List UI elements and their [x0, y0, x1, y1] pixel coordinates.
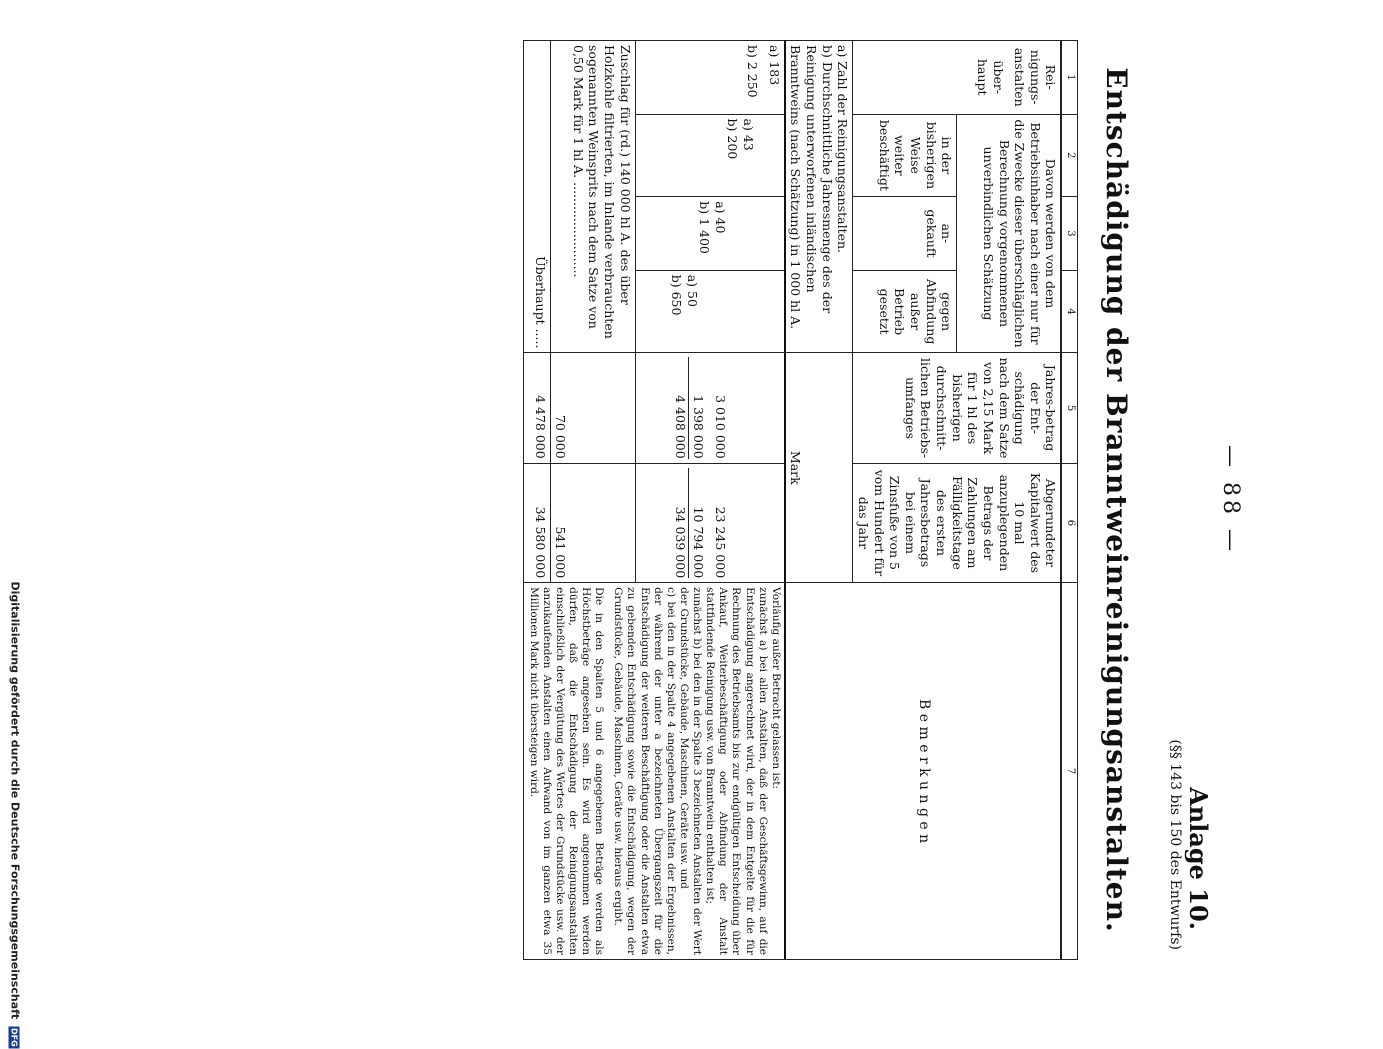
col1-b: b) 2 250 [745, 45, 761, 98]
col2-4-header: Davon werden von dem Betriebsinhaber nach einer nur für die Zwecke dieser überschläglichen Berechnung vorgenommenen unverbindlichen Schätzung [957, 114, 1062, 353]
remarks-third: c) bei den in der Spalte 4 angegebenen Anstalten der Ergebnissen, der während der unter a bezeichneten Übergangszeit für die Entschädigung der weiteren Beschäftigung oder die Anstalten etwa zu gebenden Entschädigung sowie die Entschädigung, wegen der Grundstücke, Gebäude, Maschinen, Geräte usw. hieraus ergibt. [612, 587, 677, 955]
col2-a: a) 43 [740, 118, 756, 151]
col2-header: in der bisherigen Weise weiter beschäftigt [853, 114, 957, 197]
paragraph-reference: (§§ 143 bis 150 des Entwurfs) [1167, 739, 1183, 950]
remarks-column [524, 583, 785, 960]
zuschlag-col5: 70 000 [550, 353, 635, 463]
col5-value: 4 408 000 [672, 357, 689, 458]
column-number: 1 [1062, 41, 1078, 115]
column-number-row [1062, 41, 1078, 960]
row-b-label: b) Durchschnittliche Jahresmenge des der Reinigung unterworfenen inländischen Branntweins (nach Schätzung) in 1 000 hl A. [788, 45, 835, 330]
total-label: Überhaupt ..... [524, 41, 550, 353]
zuschlag-col6: 541 000 [550, 463, 635, 582]
col6-values [635, 463, 785, 582]
remarks-fourth: Die in den Spalten 5 und 6 angegebenen Beträge werden als Höchstbeträge angesehen sein. Es wird angenommen werden dürfen, daß die Entschädigung der Reinigungsanstalten einschließlich der Vergütung des Wertes der Grundstücke usw. der anzukaufenden Anstalten einen Aufwand von im ganzen etwa 35 Millionen Mark nicht übersteigen wird. [527, 587, 606, 955]
remarks-first: zunächst a) bei allen Anstalten, daß der Geschäftsgewinn, auf die Entschädigung angerechnet wird, der in dem Entgelte für die für Rechnung des Betriebsamts bis zur endgültigen Entscheidung über Ankauf, Weiterbeschäftigung oder Abfindung der Anstalt stattfindende Reinigung usw. von Branntwein enthalten ist; [704, 587, 769, 955]
column-number: 4 [1062, 270, 1078, 353]
annex-title: Anlage 10. [1184, 787, 1213, 930]
column-number: 3 [1062, 197, 1078, 271]
total-col6: 34 580 000 [524, 463, 550, 582]
col1-a: a) 183 [766, 45, 782, 86]
column-number: 7 [1062, 583, 1078, 960]
col6-value: 34 039 000 [672, 468, 689, 578]
column-number: 2 [1062, 114, 1078, 197]
col1-header [853, 41, 1062, 115]
col3-values [635, 197, 785, 271]
col6-header: Abgerundeter Kapitalwert des 10 mal anzuplegenden Betrags der Zahlungen am Fälligkeitstage des ersten Jahresbetrags bei einem Zinsfuße von 5 vom Hundert für das Jahr [853, 463, 1062, 582]
col6-value: 10 794 000 [691, 506, 707, 579]
col1-title: Rei-nigungs-anstalten [1012, 47, 1059, 107]
column-number: 5 [1062, 353, 1078, 463]
document-title: Entschädigung der Branntweinreinigungsanstalten. [1100, 67, 1133, 933]
col7-header: B e m e r k u n g e n [785, 583, 1062, 960]
col3-header: an-gekauft [853, 197, 957, 271]
col5-value: 3 010 000 [712, 395, 728, 459]
page-number: — 88 — [1218, 445, 1243, 555]
remarks-intro: Vorläufig außer Betracht gelassen ist: [769, 587, 782, 789]
digitization-text: Digitalisierung gefördert durch die Deutsche Forschungsgemeinschaft [8, 581, 22, 1020]
col3-a: a) 40 [712, 201, 728, 234]
table-row [635, 41, 785, 960]
dfg-logo-icon: DFG [9, 1028, 19, 1047]
col1-subtitle: über-haupt [975, 58, 1006, 96]
col4-header: gegen Abfindung außer Betrieb gesetzt [853, 270, 957, 353]
col3-b: b) 1 400 [697, 201, 713, 254]
remarks-second: zunächst b) bei den in der Spalte 3 bezeichneten Anstalten der Wert der Grundstücke, Gebäude, Maschinen, Geräte usw. und [678, 587, 704, 955]
col6-value: 23 245 000 [712, 506, 728, 579]
row-labels [785, 41, 853, 353]
col5-header: Jahres-betrag der Ent-schädigung nach dem Satze von 2,15 Mark für 1 hl des bisherigen durchschnitt-lichen Betriebs-umfanges [853, 353, 1062, 463]
unit-header: Mark [785, 353, 853, 583]
row-a-label: a) Zahl der Reinigungsanstalten. [835, 45, 851, 254]
compensation-table [524, 40, 1079, 960]
zuschlag-label: Zuschlag für (rd.) 140 000 hl A. des über Holzkohle filtrierten, im Inlande verbrauchten sogenannten Weinsprits nach dem Satze von 0,50 Mark für 1 hl A. ........................ [550, 41, 635, 353]
col1-values [635, 41, 785, 115]
total-col5: 4 478 000 [524, 353, 550, 463]
col2-values [635, 114, 785, 197]
col2-b: b) 200 [725, 118, 741, 160]
col4-values [635, 270, 785, 353]
col4-a: a) 50 [684, 274, 700, 307]
col5-value: 1 398 000 [691, 395, 707, 459]
col4-b: b) 650 [669, 274, 685, 316]
column-number: 6 [1062, 463, 1078, 582]
col5-values [635, 353, 785, 463]
